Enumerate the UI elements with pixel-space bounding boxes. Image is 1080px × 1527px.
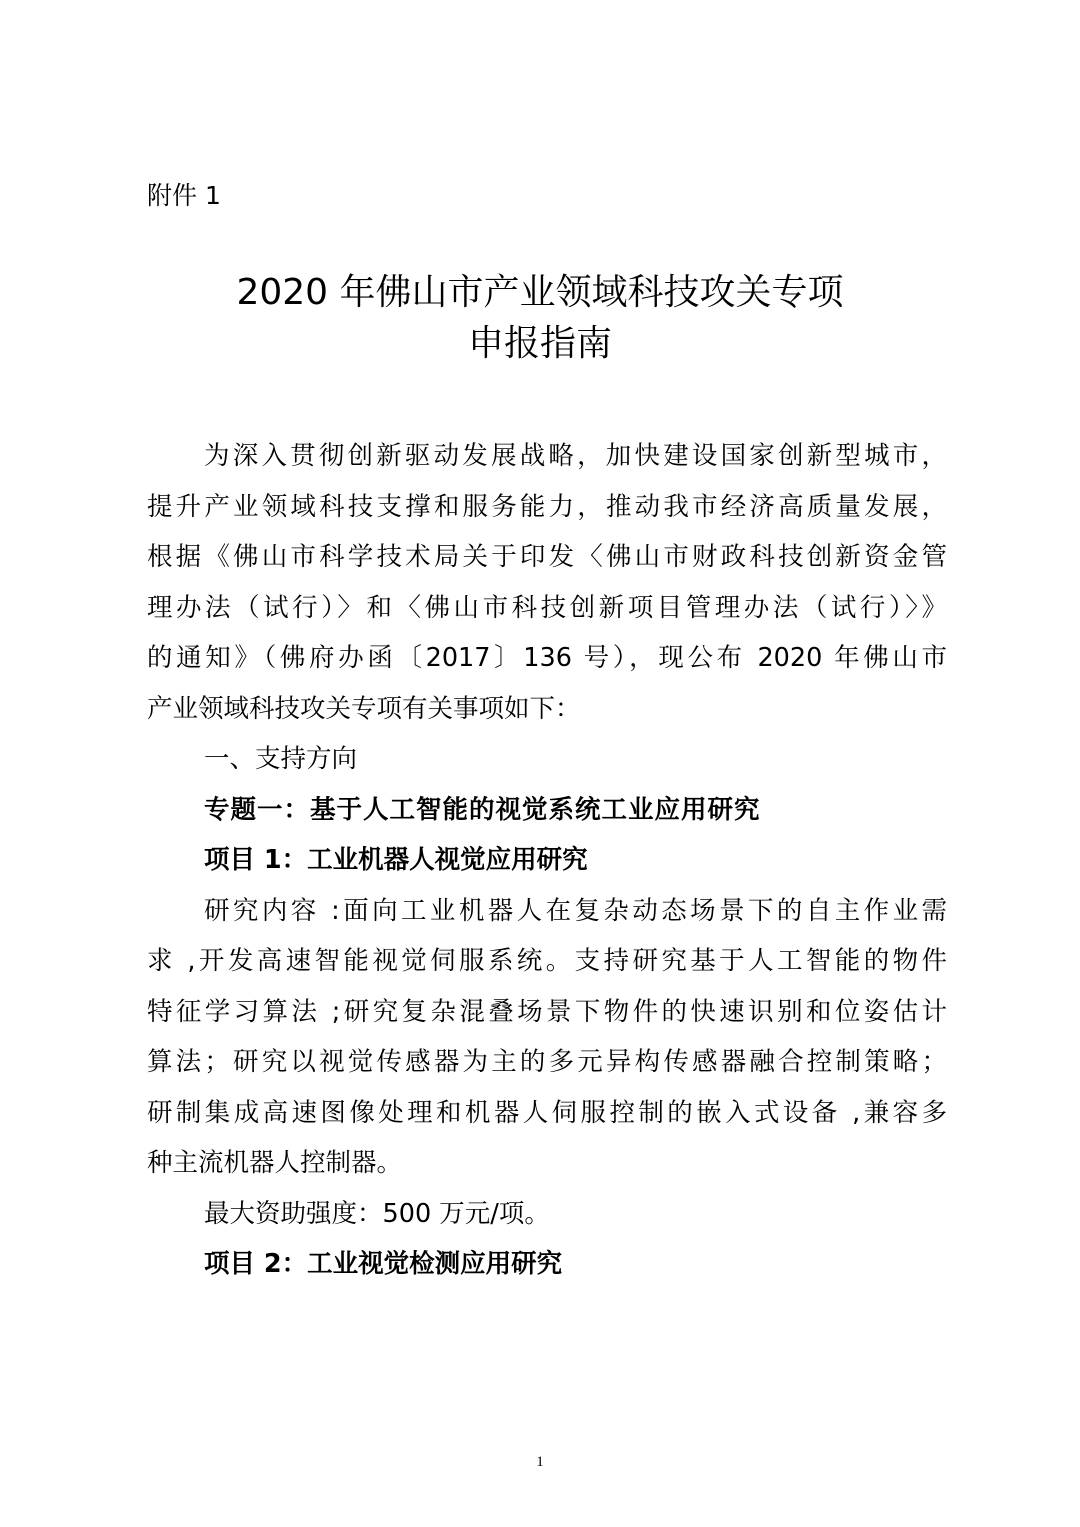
intro-line: 根据《佛山市科学技术局关于印发〈佛山市财政科技创新资金管	[147, 542, 947, 572]
project-1-heading: 项目 1：工业机器人视觉应用研究	[204, 845, 588, 875]
project-2-heading: 项目 2：工业视觉检测应用研究	[204, 1249, 563, 1279]
section-heading: 一、支持方向	[204, 744, 358, 774]
intro-line: 理办法（试行）〉和〈佛山市科技创新项目管理办法（试行）〉》	[147, 592, 947, 623]
project-1-funding: 最大资助强度：500 万元/项。	[204, 1198, 550, 1229]
attachment-label: 附件 1	[147, 181, 221, 210]
document-body	[147, 431, 947, 1290]
topic-heading: 专题一：基于人工智能的视觉系统工业应用研究	[204, 794, 761, 825]
document-title-line-1: 2020 年佛山市产业领域科技攻关专项	[236, 272, 844, 313]
intro-line: 产业领域科技攻关专项有关事项如下：	[147, 693, 581, 724]
project-1-content	[147, 886, 947, 1189]
project-1-content-line: 特征学习算法 ;研究复杂混叠场景下物件的快速识别和位姿估计	[147, 996, 947, 1027]
document-title-line-2: 申报指南	[467, 323, 612, 364]
intro-paragraph	[147, 431, 947, 734]
intro-line: 的通知》（佛府办函〔2017〕136 号），现公布 2020 年佛山市	[147, 643, 947, 673]
project-1-content-line: 算法；研究以视觉传感器为主的多元异构传感器融合控制策略；	[147, 1047, 947, 1077]
project-1-content-line: 种主流机器人控制器。	[147, 1148, 403, 1178]
project-1-content-line: 求 ,开发高速智能视觉伺服系统。支持研究基于人工智能的物件	[147, 946, 947, 976]
project-1-content-line: 研制集成高速图像处理和机器人伺服控制的嵌入式设备 ,兼容多	[147, 1097, 947, 1128]
page-number: 1	[536, 1454, 544, 1470]
intro-line: 提升产业领域科技支撑和服务能力，推动我市经济高质量发展，	[147, 491, 947, 522]
intro-line: 为深入贯彻创新驱动发展战略，加快建设国家创新型城市，	[204, 441, 947, 471]
project-1-content-line: 研究内容 :面向工业机器人在复杂动态场景下的自主作业需	[204, 895, 947, 926]
